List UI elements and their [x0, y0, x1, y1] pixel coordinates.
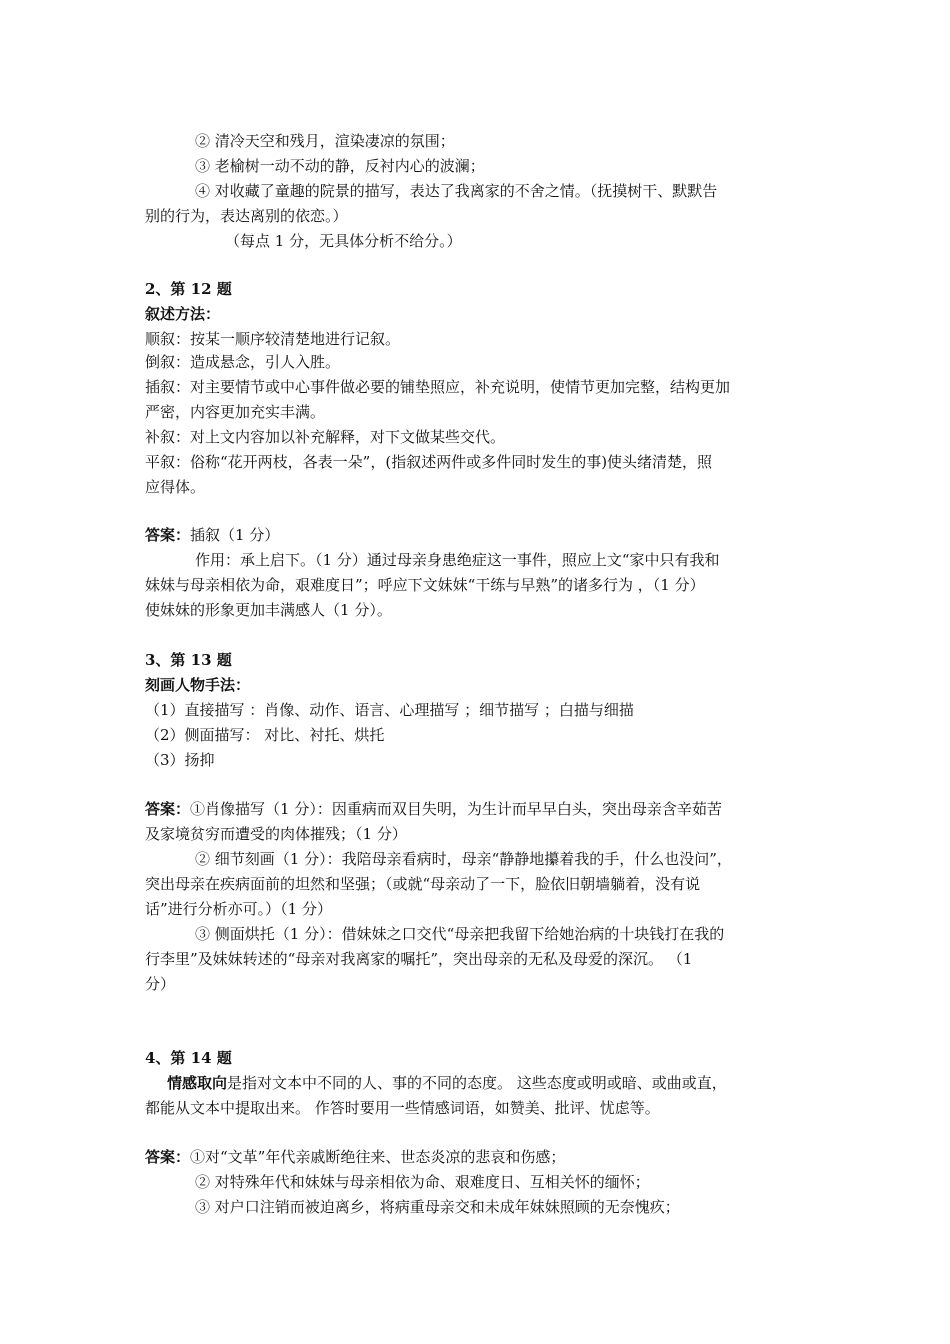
question-14-answer-line1 — [145, 1146, 565, 1168]
answer-13-line5: 话”进行分析亦可。）（1 分） — [145, 900, 332, 918]
answer-text: ①对“文革”年代亲戚断绝往来、世态炎凉的悲哀和伤感； — [190, 1148, 566, 1166]
method-indirect: （2）侧面描写： 对比、衬托、烘托 — [145, 726, 385, 744]
question-13-heading: 3、第 13 题 — [145, 651, 232, 669]
emotion-term: 情感取向 — [167, 1074, 228, 1092]
answer-point-3: ③ 老榆树一动不动的静，反衬内心的波澜； — [195, 157, 485, 175]
answer-12-effect-line2: 妹妹与母亲相依为命，艰难度日”；呼应下文妹妹“干练与早熟”的诸多行为 ，（1 分） — [145, 576, 705, 594]
answer-label: 答案： — [145, 1148, 191, 1166]
answer-13-line8: 分） — [145, 975, 176, 993]
question-13-answer-line1 — [145, 798, 722, 820]
question-14-heading: 4、第 14 题 — [145, 1049, 232, 1067]
method-interpolation-line1: 插叙：对主要情节或中心事件做必要的铺垫照应，补充说明，使情节更加完整，结构更加 — [145, 378, 731, 396]
emotion-definition-line1 — [167, 1072, 727, 1094]
question-12-answer — [145, 524, 279, 546]
answer-label: 答案： — [145, 526, 191, 544]
answer-13-line2: 及家境贫穷而遭受的肉体摧残；（1 分） — [145, 825, 407, 843]
scoring-note: （每点 1 分，无具体分析不给分。） — [225, 232, 462, 250]
method-contrast: （3）扬抑 — [145, 751, 215, 769]
answer-13-line3: ② 细节刻画（1 分）：我陪母亲看病时，母亲“静静地攥着我的手，什么也没问”， — [195, 850, 732, 868]
method-direct: （1）直接描写 ：肖像、动作、语言、心理描写 ；细节描写 ；白描与细描 — [145, 701, 634, 719]
answer-point-2: ② 清冷天空和残月，渲染凄凉的氛围； — [195, 132, 455, 150]
narration-methods-title: 叙述方法： — [145, 305, 221, 323]
question-12-heading: 2、第 12 题 — [145, 280, 232, 298]
answer-13-line4: 突出母亲在疾病面前的坦然和坚强；（或就“母亲动了一下，脸依旧朝墙躺着，没有说 — [145, 875, 701, 893]
method-parallel-line2: 应得体。 — [145, 478, 206, 496]
answer-14-line3: ③ 对户口注销而被迫离乡，将病重母亲交和未成年妹妹照顾的无奈愧疚； — [195, 1198, 680, 1216]
method-interpolation-line2: 严密，内容更加充实丰满。 — [145, 403, 326, 421]
answer-13-line6: ③ 侧面烘托（1 分）：借妹妹之口交代“母亲把我留下给她治病的十块钱打在我的 — [195, 925, 725, 943]
answer-text: 插叙（1 分） — [190, 526, 280, 544]
answer-point-4-line2: 别的行为，表达离别的依恋。） — [145, 207, 348, 225]
method-parallel-line1: 平叙：俗称“花开两枝，各表一朵”，(指叙述两件或多件同时发生的事)使头绪清楚，照 — [145, 453, 713, 471]
answer-14-line2: ② 对特殊年代和妹妹与母亲相依为命、艰难度日、互相关怀的缅怀； — [195, 1173, 650, 1191]
characterization-methods-title: 刻画人物手法： — [145, 676, 251, 694]
answer-12-effect-line1: 作用：承上启下。（1 分）通过母亲身患绝症这一事件，照应上文“家中只有我和 — [195, 551, 720, 569]
method-flashback: 倒叙：造成悬念，引人入胜。 — [145, 353, 341, 371]
answer-point-4-line1: ④ 对收藏了童趣的院景的描写，表达了我离家的不舍之情。（抚摸树干、默默告 — [195, 182, 718, 200]
method-supplementary: 补叙：对上文内容加以补充解释，对下文做某些交代。 — [145, 428, 506, 446]
answer-label: 答案： — [145, 800, 191, 818]
method-sequential: 顺叙：按某一顺序较清楚地进行记叙。 — [145, 330, 401, 348]
answer-13-line7: 行李里”及妹妹转述的“母亲对我离家的嘱托”，突出母亲的无私及母爱的深沉。 （1 — [145, 950, 693, 968]
emotion-definition-text: 是指对文本中不同的人、事的不同的态度。 这些态度或明或暗、或曲或直， — [227, 1074, 727, 1092]
answer-12-effect-line3: 使妹妹的形象更加丰满感人（1 分）。 — [145, 601, 392, 619]
answer-text: ①肖像描写（1 分）：因重病而双目失明，为生计而早早白头，突出母亲含辛茹苦 — [190, 800, 722, 818]
emotion-definition-line2: 都能从文本中提取出来。 作答时要用一些情感词语，如赞美、批评、忧虑等。 — [145, 1099, 660, 1117]
